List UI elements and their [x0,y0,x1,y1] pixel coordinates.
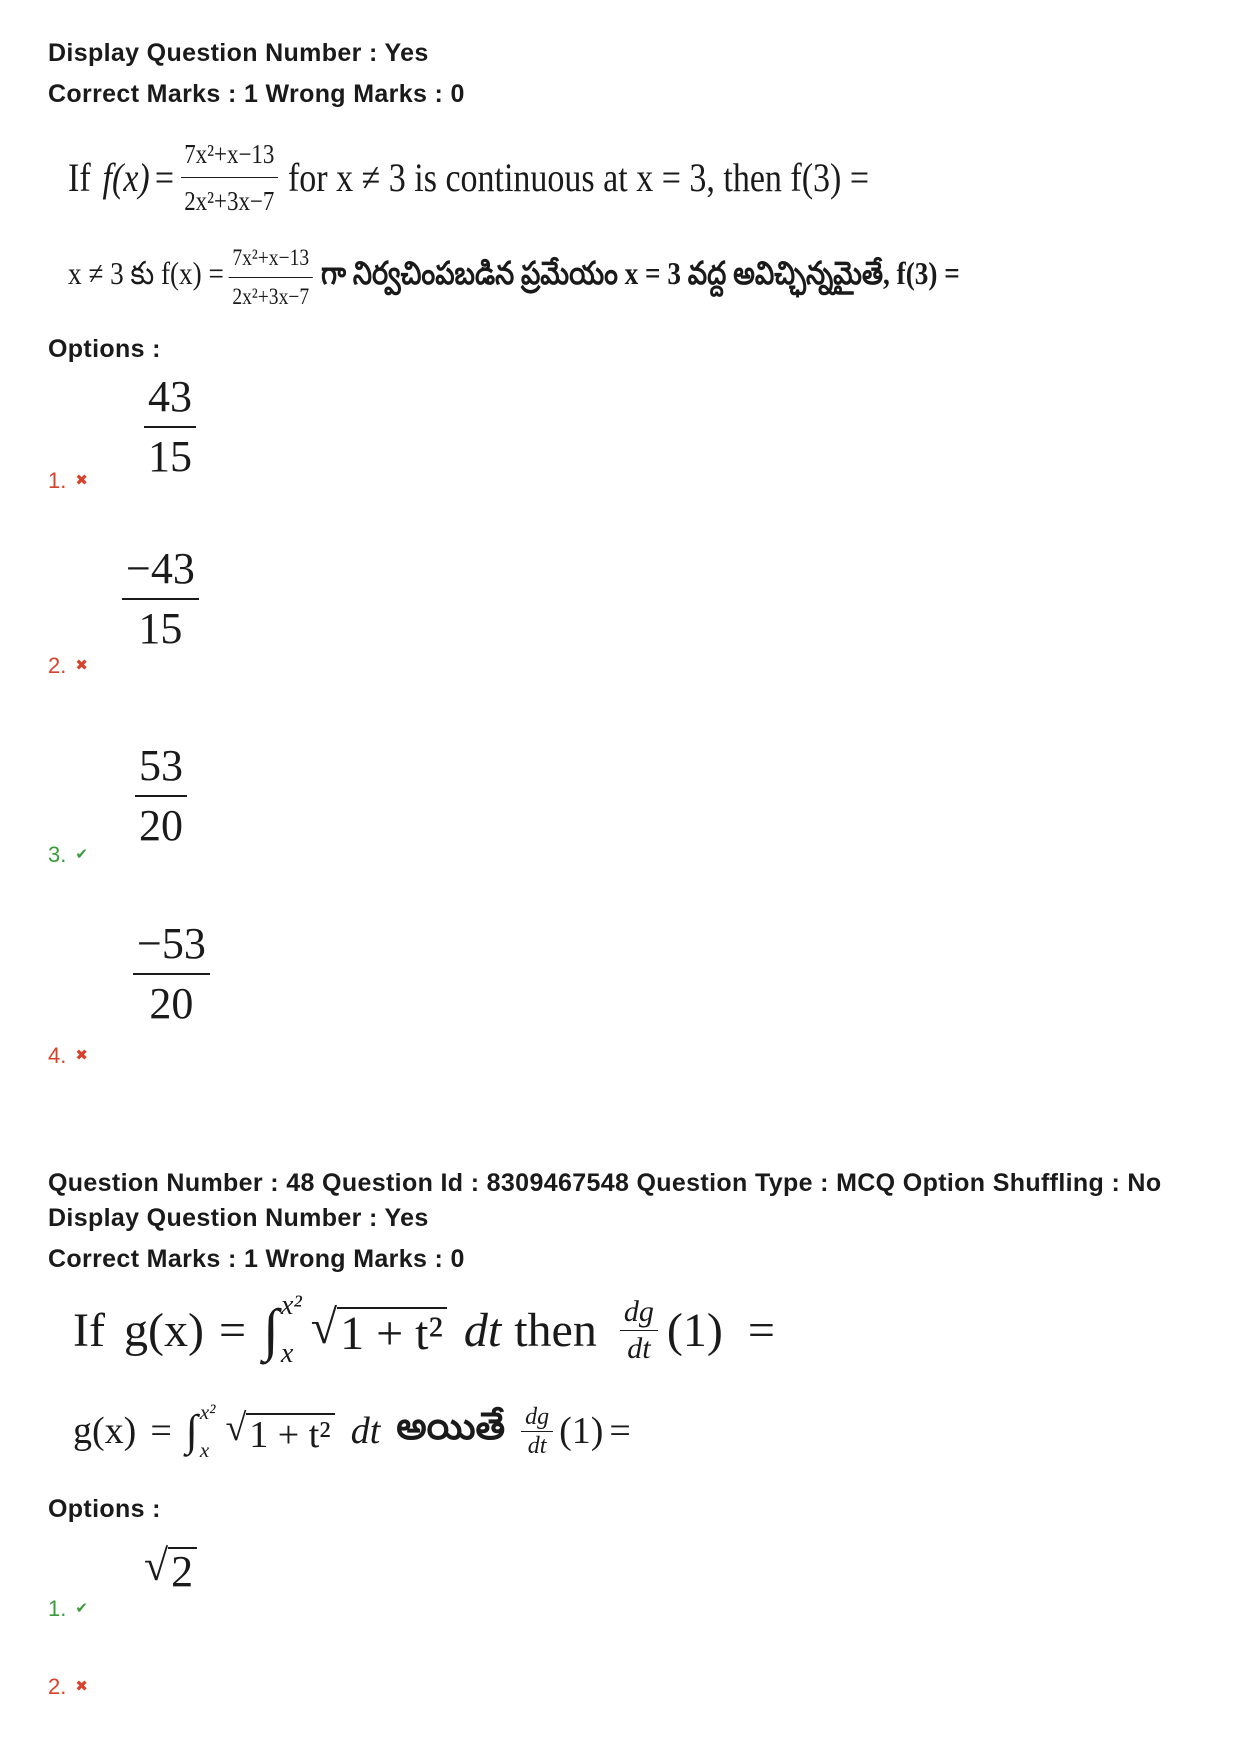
upper-limit: x² [280,1290,302,1321]
option-3-label [48,841,88,871]
display-question-number: Display Question Number : Yes [48,1204,429,1232]
math-condition: for x ≠ 3 is continuous at x = 3, then f(3) = [287,154,870,200]
math-expression [73,1285,1173,1375]
radicand: 1 + t² [246,1413,334,1454]
square-root [225,1406,334,1456]
square-root [310,1300,447,1360]
check-icon: ✔ [75,845,88,863]
integral-sign: ∫ [263,1297,279,1362]
option-1-value [144,368,196,486]
fraction-numerator: −43 [122,540,199,600]
math-if: If [68,154,91,200]
math-equals: = [218,1303,247,1357]
lower-limit: x [199,1438,210,1462]
differential: dt [463,1303,502,1357]
option-1-value [144,1540,197,1594]
option-number: 3. [48,842,67,867]
fraction-denominator: 15 [148,432,192,481]
math-equals: = [150,1410,172,1452]
radicand: 1 + t² [337,1307,447,1358]
option-number: 1. [48,468,67,493]
fraction-numerator: 7x²+x−13 [229,239,313,278]
math-function: f(x) [102,154,150,200]
option-2-label [48,652,88,682]
option-number: 4. [48,1043,67,1068]
option-number: 2. [48,1674,67,1699]
integral-limits [200,1401,216,1461]
option-number: 2. [48,653,67,678]
cross-icon: ✖ [75,1046,88,1064]
fraction-numerator: 43 [144,368,196,428]
math-prefix: x ≠ 3 కు f(x) = [68,254,224,291]
square-root [144,1543,197,1594]
fraction-denominator: 2x²+3x−7 [184,185,275,216]
fraction-denominator: dt [527,1432,547,1459]
fraction-denominator: dt [627,1331,651,1365]
fraction-numerator: dg [620,1294,658,1331]
radical-sign: √ [310,1300,338,1354]
fraction-numerator: 53 [135,737,187,797]
math-expression [73,1386,1173,1476]
upper-limit: x² [199,1400,216,1424]
cross-icon: ✖ [75,1677,88,1695]
math-equals: = [609,1410,631,1452]
math-equals: = [154,154,175,200]
question-text-english [68,127,1188,227]
option-number: 1. [48,1596,67,1621]
option-4-value [133,915,210,1033]
cross-icon: ✖ [75,656,88,674]
integral-sign: ∫ [185,1406,198,1455]
math-function: g(x) [73,1410,137,1452]
marks-info: Correct Marks : 1 Wrong Marks : 0 [48,1245,465,1273]
integral-limits [281,1292,302,1368]
options-heading: Options : [48,335,161,363]
option-1-label [48,1595,88,1625]
radical-sign: √ [144,1541,169,1590]
math-expression [68,127,1020,227]
radical-sign: √ [225,1406,247,1449]
fraction-numerator: dg [521,1403,553,1432]
cross-icon: ✖ [75,471,88,489]
math-condition: గా నిర్వచింపబడిన ప్రమేయం x = 3 వద్ద అవిచ్ఛిన్నమైతే, f(3) = [321,254,960,291]
options-heading: Options : [48,1495,161,1523]
math-expression [68,232,1020,322]
option-1-label [48,467,88,497]
question-text-telugu [68,232,1188,322]
radicand: 2 [168,1547,197,1594]
math-if: If [73,1303,105,1357]
differential: dt [350,1410,381,1452]
fraction-denominator: 15 [138,604,183,653]
display-question-number: Display Question Number : Yes [48,39,429,67]
marks-info: Correct Marks : 1 Wrong Marks : 0 [48,80,465,108]
math-argument: (1) [666,1303,723,1357]
fraction-denominator: 20 [149,979,194,1028]
option-4-label [48,1042,88,1072]
option-3-value [135,737,187,855]
derivative-fraction [620,1294,658,1367]
derivative-fraction [521,1403,553,1460]
math-function: g(x) [123,1303,204,1357]
math-fraction [229,239,313,316]
option-2-label [48,1673,88,1703]
fraction-denominator: 20 [139,801,183,850]
lower-limit: x [280,1338,294,1369]
fraction-denominator: 2x²+3x−7 [232,283,310,309]
question-header: Question Number : 48 Question Id : 8309467548 Question Type : MCQ Option Shuffling : No [48,1169,1162,1197]
math-fraction [181,131,278,224]
question-text-english [73,1285,1173,1375]
math-connector: then [514,1303,597,1357]
fraction-numerator: −53 [133,915,210,975]
fraction-numerator: 7x²+x−13 [181,131,278,178]
math-connector: అయితే [396,1405,506,1448]
math-equals: = [747,1303,775,1357]
math-argument: (1) [559,1410,604,1452]
check-icon: ✔ [75,1599,88,1617]
question-text-telugu [73,1386,1173,1476]
option-2-value [122,540,199,658]
